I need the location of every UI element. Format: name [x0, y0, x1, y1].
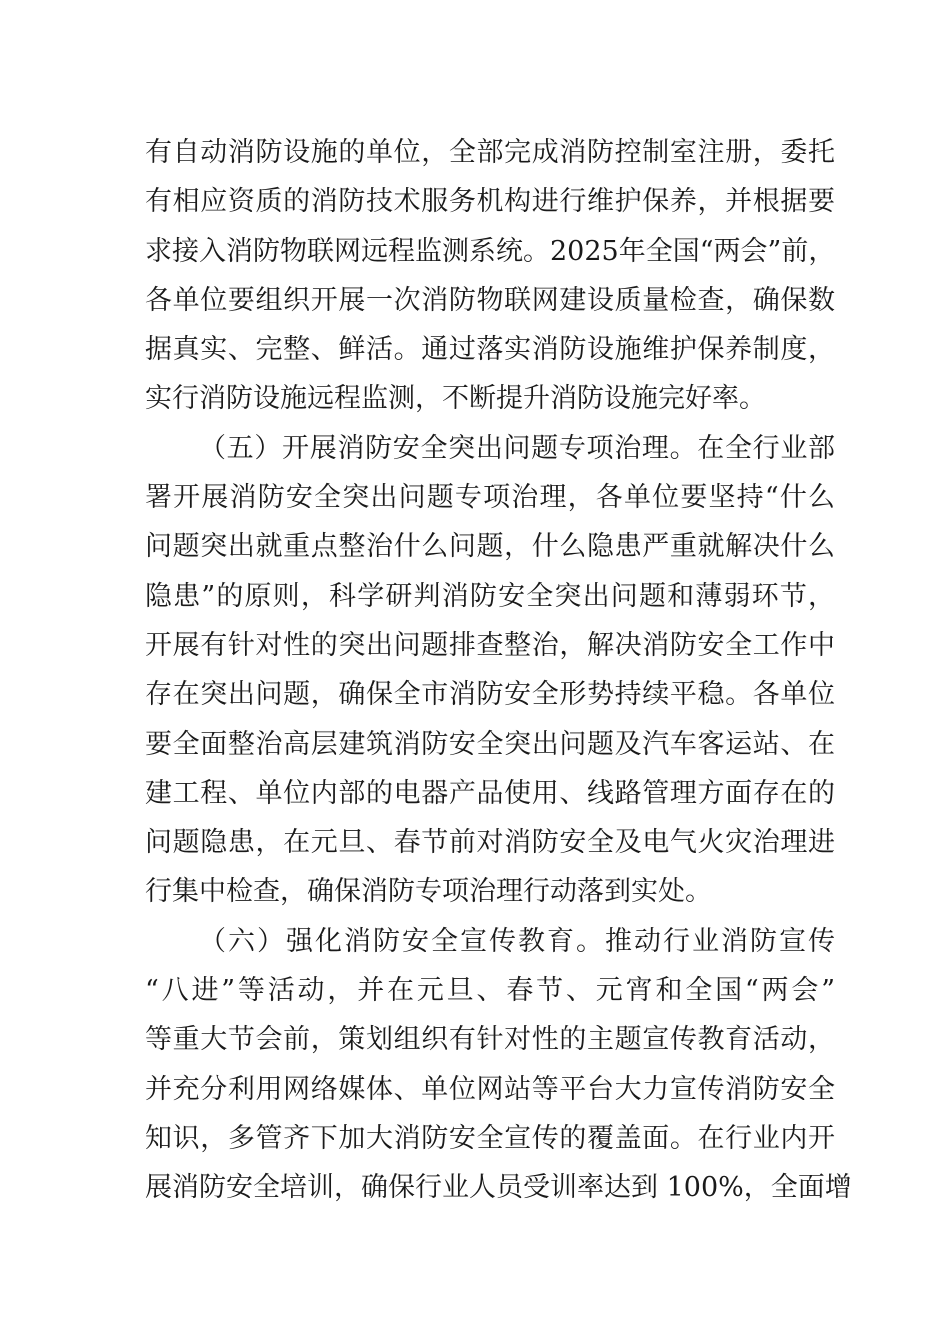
text-line: （五）开展消防安全突出问题专项治理。在全行业部: [199, 432, 835, 464]
text-line: 建工程、单位内部的电器产品使用、线路管理方面存在的: [145, 777, 835, 809]
text-line: 存在突出问题，确保全市消防安全形势持续平稳。各单位: [145, 679, 835, 711]
text-line: 要全面整治高层建筑消防安全突出问题及汽车客运站、在: [145, 728, 835, 760]
text-line: “八进”等活动，并在元旦、春节、元宵和全国“两会”: [145, 975, 835, 1007]
text-line: 问题突出就重点整治什么问题，什么隐患严重就解决什么: [145, 531, 835, 563]
text-line: 各单位要组织开展一次消防物联网建设质量检查，确保数: [145, 284, 835, 316]
text-line: 据真实、完整、鲜活。通过落实消防设施维护保养制度，: [145, 334, 835, 366]
body-text: [145, 128, 852, 1213]
text-line: 隐患”的原则，科学研判消防安全突出问题和薄弱环节，: [145, 580, 835, 612]
text-line: 行集中检查，确保消防专项治理行动落到实处。: [145, 876, 712, 908]
text-line: 展消防安全培训，确保行业人员受训率达到 100%，全面增: [145, 1172, 852, 1204]
text-line: 问题隐患，在元旦、春节前对消防安全及电气火灾治理进: [145, 827, 835, 859]
text-line: 署开展消防安全突出问题专项治理，各单位要坚持“什么: [145, 482, 835, 514]
text-line: 有自动消防设施的单位，全部完成消防控制室注册，委托: [145, 137, 835, 168]
text-line: 求接入消防物联网远程监测系统。2025年全国“两会”前，: [145, 235, 836, 267]
text-line: 知识，多管齐下加大消防安全宣传的覆盖面。在行业内开: [145, 1122, 835, 1154]
text-line: 等重大节会前，策划组织有针对性的主题宣传教育活动，: [145, 1024, 835, 1056]
text-line: 并充分利用网络媒体、单位网站等平台大力宣传消防安全: [145, 1073, 835, 1105]
text-line: （六）强化消防安全宣传教育。推动行业消防宣传: [199, 925, 835, 957]
text-line: 实行消防设施远程监测，不断提升消防设施完好率。: [145, 383, 766, 415]
text-line: 有相应资质的消防技术服务机构进行维护保养，并根据要: [145, 186, 835, 218]
text-line: 开展有针对性的突出问题排查整治，解决消防安全工作中: [145, 629, 835, 661]
